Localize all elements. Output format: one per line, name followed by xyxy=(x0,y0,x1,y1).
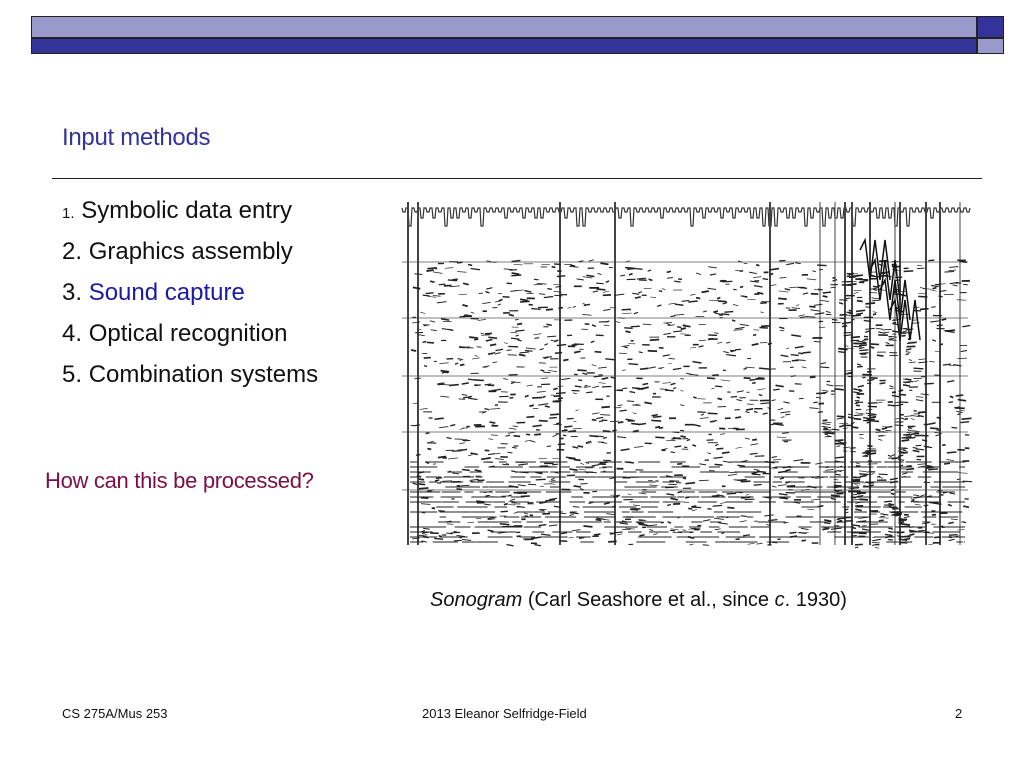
list-item xyxy=(62,318,318,359)
caption-italic-title: Sonogram xyxy=(430,589,523,611)
input-methods-list xyxy=(62,195,318,400)
list-item-label: Symbolic data entry xyxy=(81,197,292,224)
list-item-number: 4. xyxy=(62,320,83,347)
header-band-light xyxy=(31,16,977,38)
image-caption xyxy=(430,589,847,612)
question-text: How can this be processed? xyxy=(45,468,314,493)
title-divider xyxy=(52,178,982,179)
list-item-label: Graphics assembly xyxy=(88,238,293,265)
list-item-label: Optical recognition xyxy=(88,320,288,347)
caption-text: (Carl Seashore et al., since xyxy=(522,589,775,611)
list-item-label-highlighted: Sound capture xyxy=(88,279,245,306)
caption-text-end: . 1930) xyxy=(784,589,847,611)
list-item-label: Combination systems xyxy=(88,361,319,388)
caption-italic-circa: c xyxy=(774,589,785,611)
footer-author: 2013 Eleanor Selfridge-Field xyxy=(422,706,587,721)
header-band-dark xyxy=(31,38,977,54)
list-item xyxy=(62,236,318,277)
list-item xyxy=(62,277,318,318)
list-item-number: 1. xyxy=(62,205,75,222)
footer-course: CS 275A/Mus 253 xyxy=(62,706,168,721)
list-item-number: 5. xyxy=(62,361,83,388)
list-item xyxy=(62,359,318,400)
list-item-number: 2. xyxy=(62,238,83,265)
header-square-dark xyxy=(977,16,1004,38)
page-number: 2 xyxy=(955,706,963,721)
header-square-light xyxy=(977,38,1004,54)
list-item-number: 3. xyxy=(62,279,83,306)
slide-title: Input methods xyxy=(62,124,211,151)
list-item xyxy=(62,195,318,236)
sonogram-image xyxy=(400,200,974,550)
